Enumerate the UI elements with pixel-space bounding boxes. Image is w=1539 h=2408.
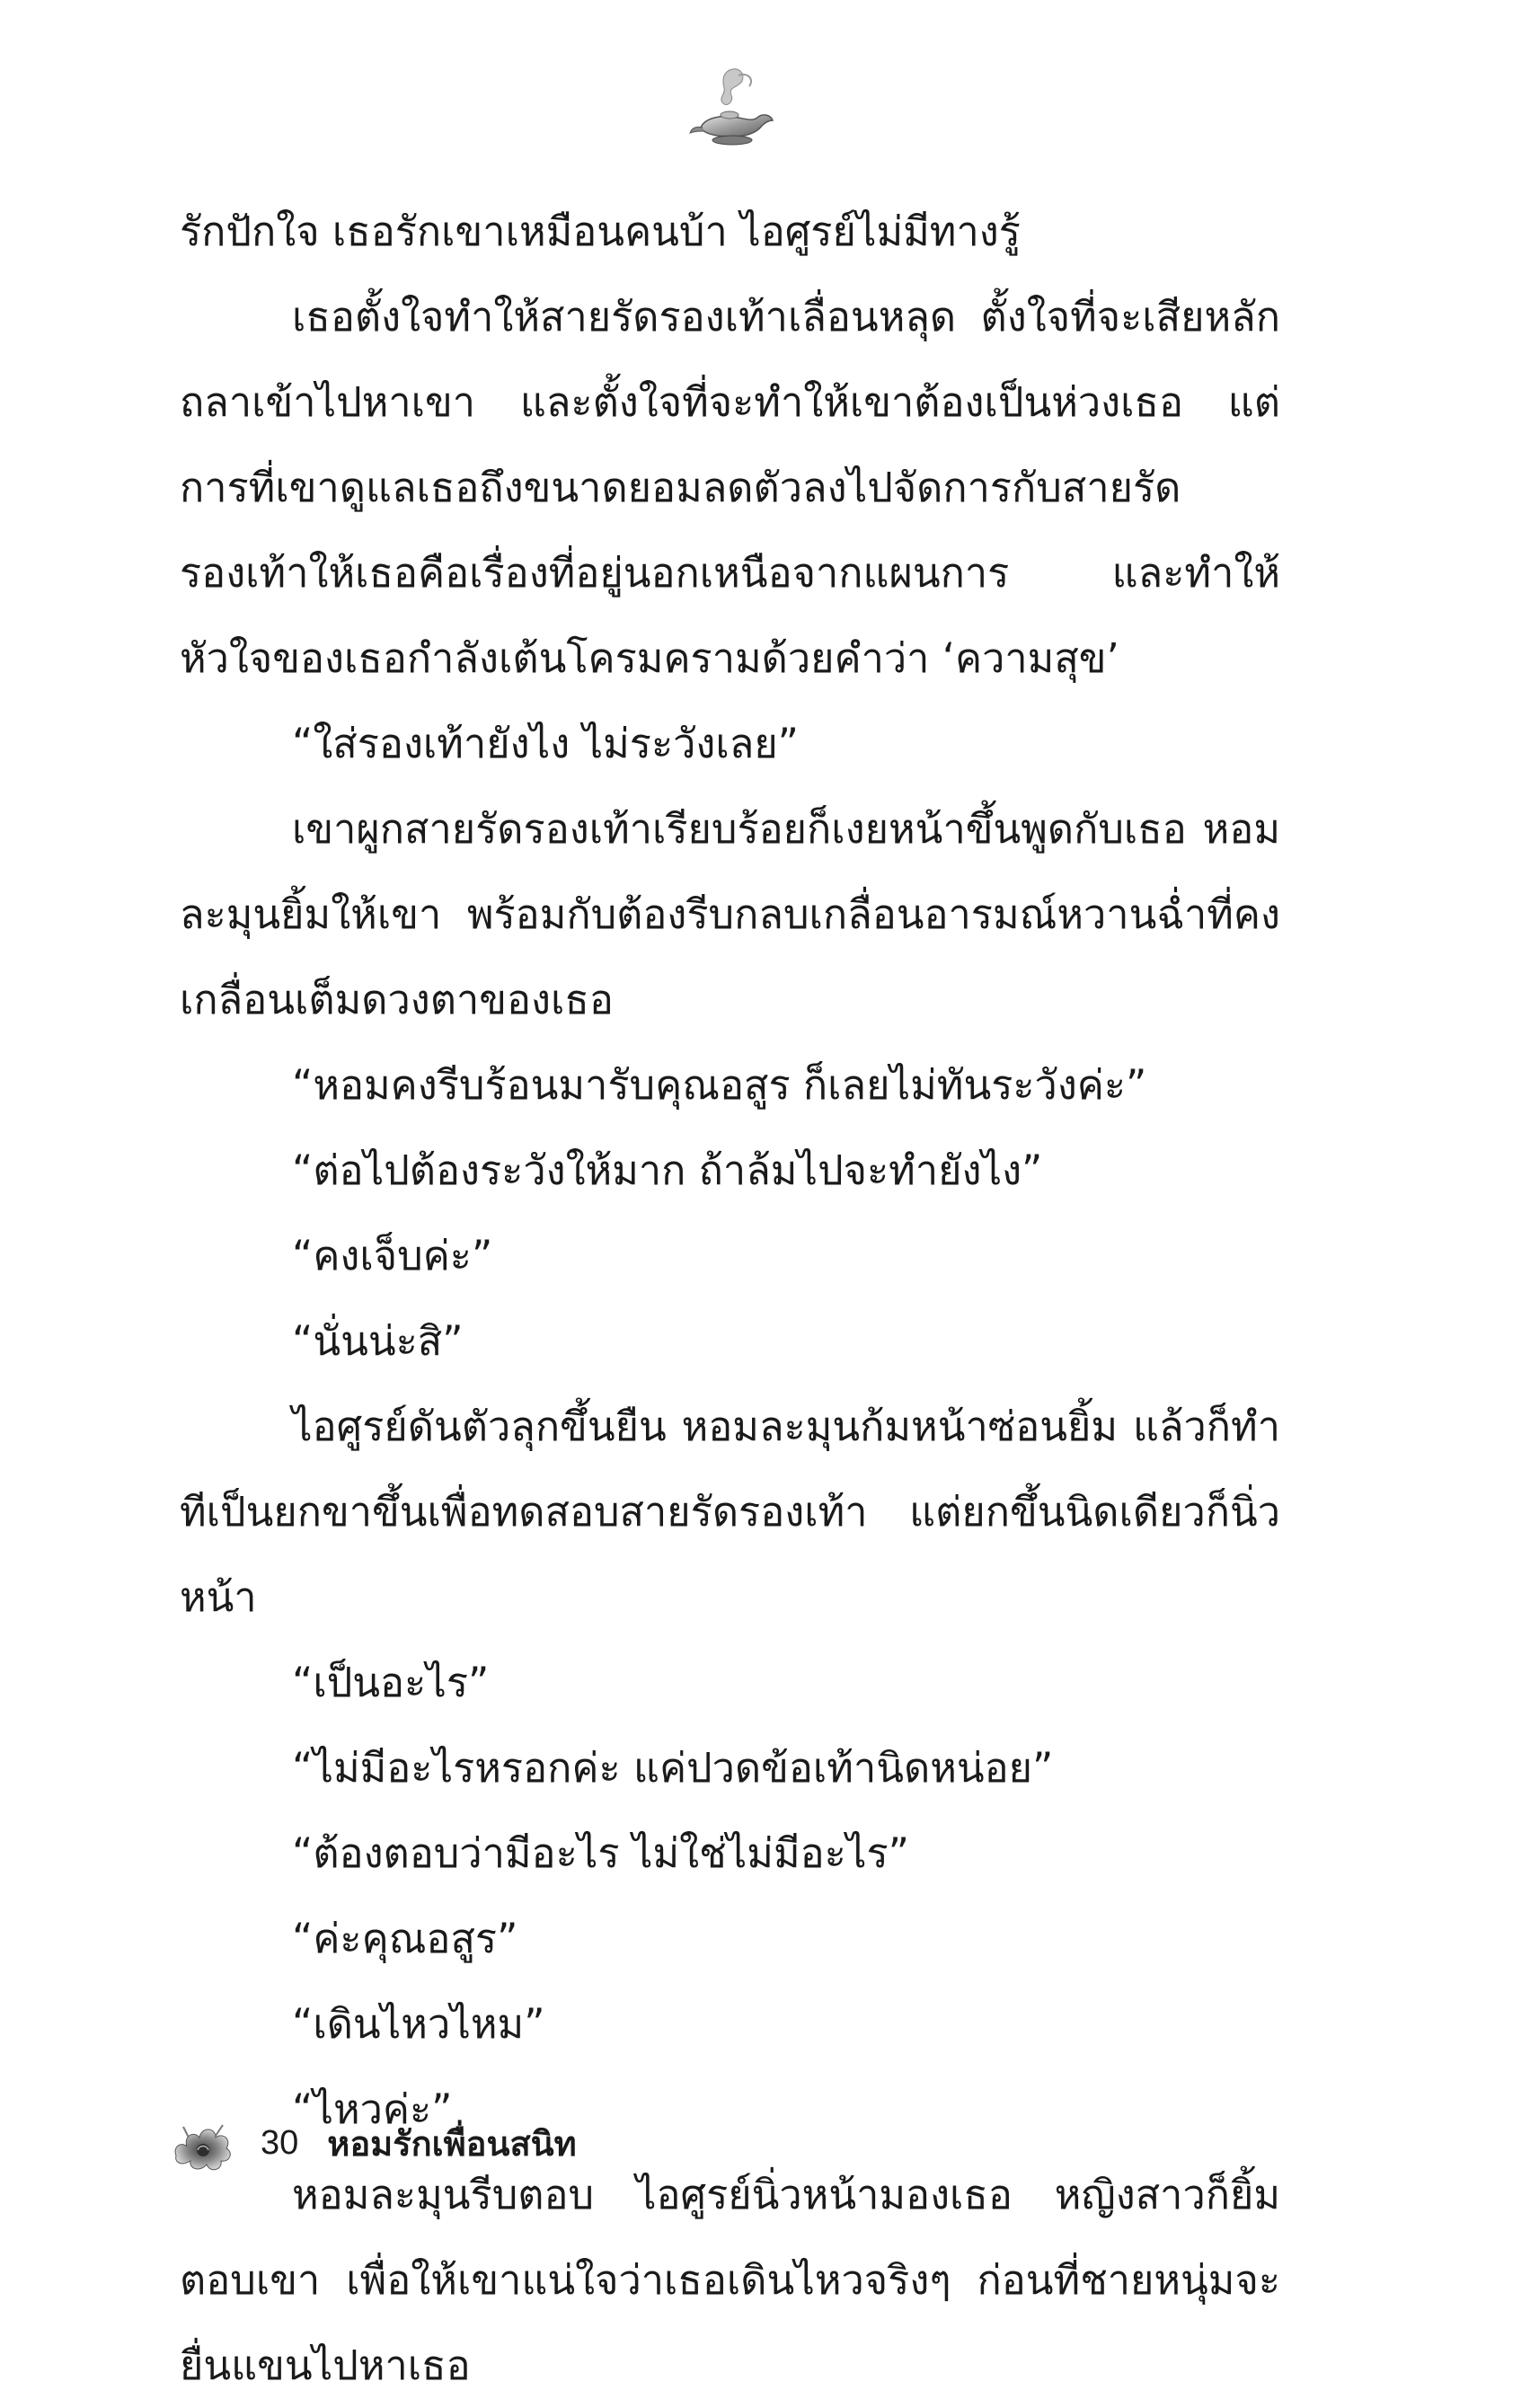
dialogue-line: “ใส่รองเท้ายังไง ไม่ระวังเลย”: [292, 720, 799, 767]
paragraph: เธอตั้งใจทำให้สายรัดรองเท้าเลื่อนหลุด ตั้งใจที่จะเสียหลักถลาเข้าไปหาเขา และตั้งใจที่จะทำให้เขาต้องเป็นห่วงเธอ แต่การที่เขาดูแลเธอถึงขนาดยอมลดตัวลงไปจัดการกับสายรัดรองเท้าให้เธอคือเรื่องที่อยู่นอกเหนือจากแผนการ และทำให้หัวใจของเธอกำลังเต้นโครมครามด้วยคำว่า ‘ความสุข’: [180, 293, 1280, 682]
book-title: หอมรักเพื่อนสนิท: [327, 2123, 577, 2164]
page-footer: [171, 2107, 577, 2179]
dialogue-line: “ต่อไปต้องระวังให้มาก ถ้าล้มไปจะทำยังไง”: [292, 1146, 1043, 1194]
paragraph: รักปักใจ เธอรักเขาเหมือนคนบ้า ไอศูรย์ไม่มีทางรู้: [180, 208, 1021, 255]
dialogue-line: “เดินไหวไหม”: [292, 2000, 545, 2048]
dialogue-line: “ไม่มีอะไรหรอกค่ะ แค่ปวดข้อเท้านิดหน่อย”: [292, 1744, 1054, 1792]
dialogue-line: “ค่ะคุณอสูร”: [292, 1915, 518, 1962]
body-text: [180, 189, 1280, 2408]
dialogue-line: “คงเจ็บค่ะ”: [292, 1232, 493, 1279]
paragraph: ไอศูรย์ดันตัวลุกขึ้นยืน หอมละมุนก้มหน้าซ่อนยิ้ม แล้วก็ทำทีเป็นยกขาขึ้นเพื่อทดสอบสายรัดรองเท้า แต่ยกขึ้นนิดเดียวก็นิ่วหน้า: [180, 1403, 1280, 1621]
rose-icon: [171, 2111, 235, 2175]
paragraph: เขาผูกสายรัดรองเท้าเรียบร้อยก็เงยหน้าขึ้นพูดกับเธอ หอมละมุนยิ้มให้เขา พร้อมกับต้องรีบกลบเกลื่อนอารมณ์หวานฉ่ำที่คงเกลื่อนเต็มดวงตาของเธอ: [180, 805, 1280, 1023]
genie-lamp-icon: [683, 63, 782, 162]
dialogue-line: “ต้องตอบว่ามีอะไร ไม่ใช่ไม่มีอะไร”: [292, 1829, 909, 1877]
paragraph: หอมละมุนรีบตอบ ไอศูรย์นิ่วหน้ามองเธอ หญิงสาวก็ยิ้มตอบเขา เพื่อให้เขาแน่ใจว่าเธอเดินไหวจริงๆ ก่อนที่ชายหนุ่มจะยื่นแขนไปหาเธอ: [180, 2171, 1280, 2389]
page-number: 30: [261, 2123, 299, 2162]
dialogue-line: “หอมคงรีบร้อนมารับคุณอสูร ก็เลยไม่ทันระวังค่ะ”: [292, 1061, 1147, 1109]
dialogue-line: “ไหวค่ะ”: [292, 2085, 453, 2133]
dialogue-line: “เป็นอะไร”: [292, 1659, 490, 1706]
dialogue-line: “นั่นน่ะสิ”: [292, 1317, 464, 1365]
